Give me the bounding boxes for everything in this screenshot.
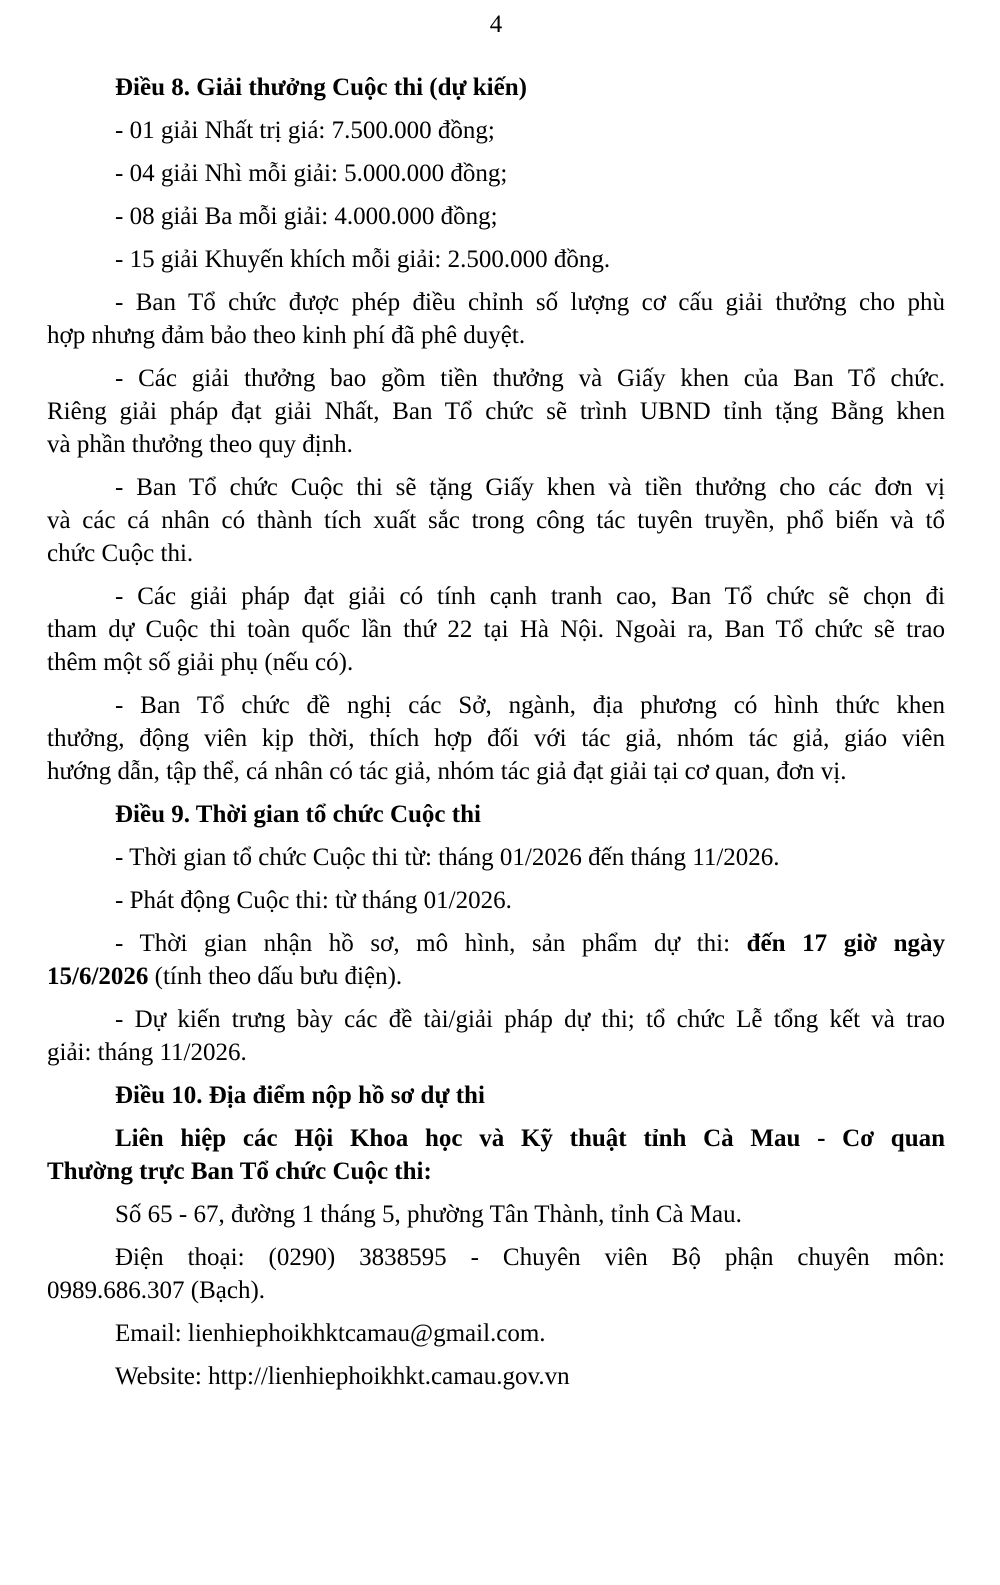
article-10-heading: Điều 10. Địa điểm nộp hồ sơ dự thi [115, 1082, 485, 1109]
paragraph-address: Số 65 - 67, đường 1 tháng 5, phường Tân Thành, tỉnh Cà Mau. [115, 1201, 742, 1228]
paragraph-prize-adjust [47, 286, 945, 352]
deadline-date-bold: 15/6/2026 [47, 963, 149, 990]
text-line [47, 927, 945, 960]
paragraph-certificates [47, 471, 945, 570]
deadline-postmark-note: (tính theo dấu bưu điện). [148, 963, 403, 990]
deadline-intro-text: - Thời gian nhận hồ sơ, mô hình, sản phẩm dự thi: [115, 930, 747, 957]
paragraph-email: Email: lienhiephoikhktcamau@gmail.com. [115, 1320, 546, 1347]
text-line: - Ban Tổ chức đề nghị các Sở, ngành, địa phương có hình thức khen [115, 692, 945, 719]
text-line: Điện thoại: (0290) 3838595 - Chuyên viên Bộ phận chuyên môn: [115, 1244, 945, 1271]
text-line: thưởng, động viên kịp thời, thích hợp đối với tác giả, nhóm tác giả, giáo viên [47, 725, 945, 752]
text-line [47, 960, 945, 993]
text-line: - Dự kiến trưng bày các đề tài/giải pháp dự thi; tổ chức Lễ tổng kết và trao [115, 1006, 945, 1033]
text-line: giải: tháng 11/2026. [47, 1039, 247, 1066]
text-line: - Các giải thưởng bao gồm tiền thưởng và Giấy khen của Ban Tổ chức. [115, 365, 945, 392]
text-line: tham dự Cuộc thi toàn quốc lần thứ 22 tại Hà Nội. Ngoài ra, Ban Tổ chức sẽ trao [47, 616, 945, 643]
paragraph-agency [47, 1122, 945, 1188]
paragraph-commendation [47, 689, 945, 788]
text-line: Liên hiệp các Hội Khoa học và Kỹ thuật tỉnh Cà Mau - Cơ quan [115, 1125, 945, 1152]
text-line: - Ban Tổ chức Cuộc thi sẽ tặng Giấy khen và tiền thưởng cho các đơn vị [115, 474, 945, 501]
text-line: hướng dẫn, tập thể, cá nhân có tác giả, nhóm tác giả đạt giải tại cơ quan, đơn vị. [47, 758, 847, 785]
article-9-heading: Điều 9. Thời gian tổ chức Cuộc thi [115, 801, 481, 828]
prize-second-line: - 04 giải Nhì mỗi giải: 5.000.000 đồng; [115, 160, 508, 187]
text-line: Riêng giải pháp đạt giải Nhất, Ban Tổ chức sẽ trình UBND tỉnh tặng Bằng khen [47, 398, 945, 425]
page-number: 4 [489, 11, 503, 38]
text-line: và các cá nhân có thành tích xuất sắc trong công tác tuyên truyền, phổ biến và tổ [47, 507, 945, 534]
prize-consolation-line: - 15 giải Khuyến khích mỗi giải: 2.500.000 đồng. [115, 246, 611, 273]
text-line: Thường trực Ban Tổ chức Cuộc thi: [47, 1158, 432, 1185]
paragraph-website: Website: http://lienhiephoikhkt.camau.gov.vn [115, 1363, 570, 1390]
paragraph-launch: - Phát động Cuộc thi: từ tháng 01/2026. [115, 887, 512, 914]
paragraph-phone [47, 1241, 945, 1307]
deadline-bold-text: đến 17 giờ ngày [746, 930, 945, 957]
text-line: và phần thưởng theo quy định. [47, 431, 353, 458]
prize-third-line: - 08 giải Ba mỗi giải: 4.000.000 đồng; [115, 203, 498, 230]
text-line: - Ban Tổ chức được phép điều chỉnh số lượng cơ cấu giải thưởng cho phù [115, 289, 945, 316]
paragraph-deadline [47, 927, 945, 993]
paragraph-awards [47, 362, 945, 461]
text-line: hợp nhưng đảm bảo theo kinh phí đã phê duyệt. [47, 322, 526, 349]
paragraph-national-contest [47, 580, 945, 679]
text-line: - Các giải pháp đạt giải có tính cạnh tranh cao, Ban Tổ chức sẽ chọn đi [115, 583, 945, 610]
article-8-heading: Điều 8. Giải thưởng Cuộc thi (dự kiến) [115, 74, 527, 101]
prize-first-line: - 01 giải Nhất trị giá: 7.500.000 đồng; [115, 117, 495, 144]
paragraph-exhibit [47, 1003, 945, 1069]
text-line: chức Cuộc thi. [47, 540, 194, 567]
text-line: 0989.686.307 (Bạch). [47, 1277, 266, 1304]
paragraph-duration: - Thời gian tổ chức Cuộc thi từ: tháng 01/2026 đến tháng 11/2026. [115, 844, 780, 871]
text-line: thêm một số giải phụ (nếu có). [47, 649, 354, 676]
